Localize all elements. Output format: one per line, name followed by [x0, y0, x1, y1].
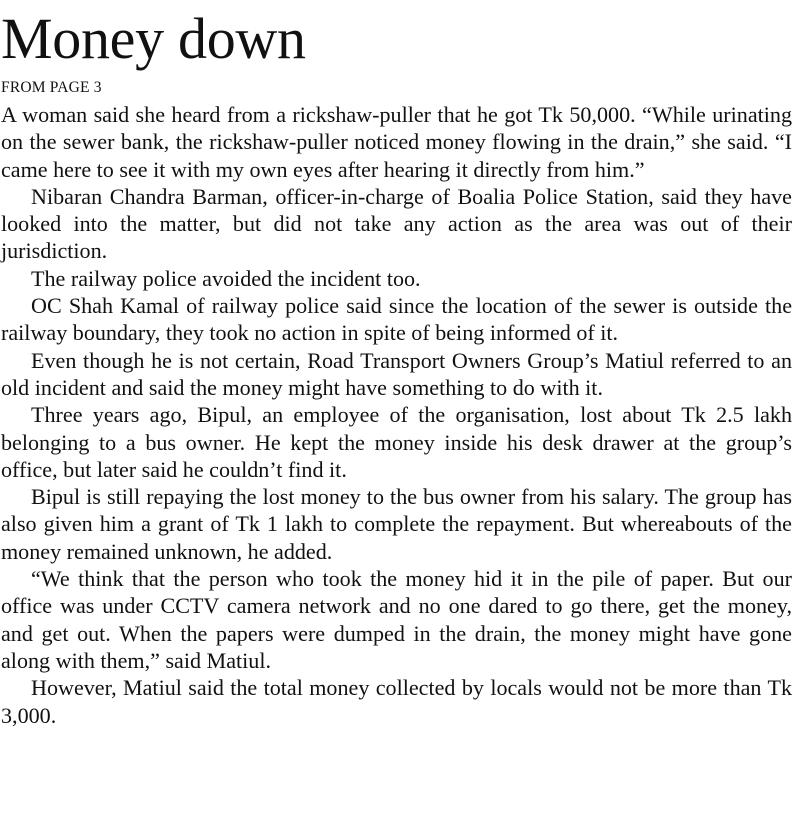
article-body	[1, 101, 792, 729]
paragraph-7: Bipul is still repaying the lost money to the bus owner from his salary. The group has also given him a grant of Tk 1 lakh to complete the repayment. But whereabouts of the money remained unknown, he added.	[1, 484, 792, 564]
paragraph-9: However, Matiul said the total money collected by locals would not be more than Tk 3,000.	[1, 675, 792, 728]
paragraph-5: Even though he is not certain, Road Transport Owners Group’s Matiul referred to an old incident and said the money might have something to do with it.	[1, 347, 792, 400]
paragraph-6: Three years ago, Bipul, an employee of the organisation, lost about Tk 2.5 lakh belonging to a bus owner. He kept the money inside his desk drawer at the group’s office, but later said he couldn’t find it.	[1, 402, 792, 482]
paragraph-3: The railway police avoided the incident too.	[31, 265, 421, 291]
continued-from-label: FROM PAGE 3	[1, 79, 102, 96]
paragraph-4: OC Shah Kamal of railway police said since the location of the sewer is outside the railway boundary, they took no action in spite of being informed of it.	[1, 293, 792, 346]
paragraph-1: A woman said she heard from a rickshaw-puller that he got Tk 50,000. “While urinating on the sewer bank, the rickshaw-puller noticed money flowing in the drain,” she said. “I came here to see it with my own eyes after hearing it directly from him.”	[1, 102, 792, 182]
headline: Money down	[1, 6, 306, 71]
paragraph-2: Nibaran Chandra Barman, officer-in-charge of Boalia Police Station, said they have looked into the matter, but did not take any action as the area was out of their jurisdiction.	[1, 183, 792, 264]
paragraph-8: “We think that the person who took the money hid it in the pile of paper. But our office was under CCTV camera network and no one dared to go there, get the money, and get out. When the papers were dumped in the drain, the money might have gone along with them,” said Matiul.	[1, 566, 792, 673]
